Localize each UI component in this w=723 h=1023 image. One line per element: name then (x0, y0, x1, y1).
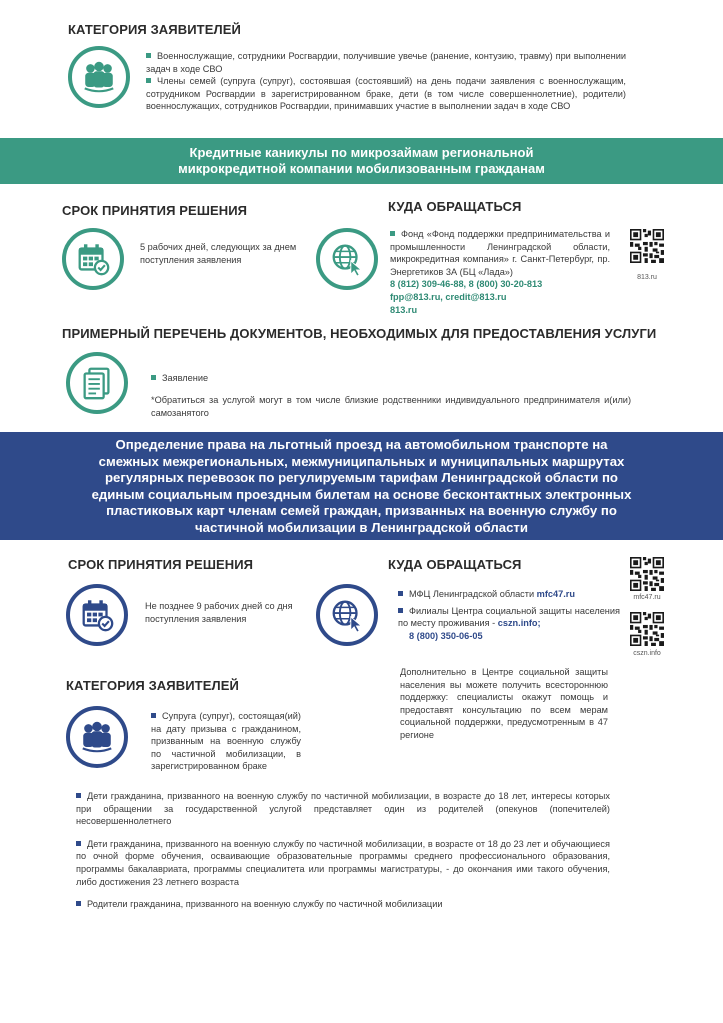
contact-block-2 (398, 588, 620, 642)
qr-cszn[interactable] (630, 612, 664, 651)
contact-title-2: КУДА ОБРАЩАТЬСЯ (388, 557, 522, 572)
category-item-1: Военнослужащие, сотрудники Росгвардии, получившие увечье (ранение, контузию, травму) при выполнении задач в ходе СВО (146, 51, 626, 74)
fund-address: Фонд «Фонд поддержки предпринимательства и промышленности Ленинградской области, микрокредитная компания» г. Санкт-Петербург, пр. Энергетиков 3А (БЦ «Лада») (390, 229, 610, 277)
banner1-line1: Кредитные каникулы по микрозаймам региональной (189, 145, 534, 160)
qr-code-icon (630, 557, 664, 591)
deadline-circle-1 (62, 228, 124, 290)
banner2-line: Определение права на льготный проезд на автомобильном транспорте на (115, 437, 608, 452)
banner2-line: смежных межрегиональных, межмуниципальных и муниципальных маршрутах (98, 453, 625, 469)
contact-block-1 (390, 228, 610, 316)
branch-phone[interactable]: 8 (800) 350-06-05 (409, 630, 483, 641)
people-icon (78, 718, 116, 756)
credit-holidays-banner (0, 138, 723, 184)
docs-title: ПРИМЕРНЫЙ ПЕРЕЧЕНЬ ДОКУМЕНТОВ, НЕОБХОДИМЫХ ДЛЯ ПРЕДОСТАВЛЕНИЯ УСЛУГИ (62, 326, 657, 341)
doc-item: Заявление (151, 372, 208, 385)
branch-text: Филиалы Центра социальной защиты населения по месту проживания - (398, 605, 620, 629)
category-title-1: КАТЕГОРИЯ ЗАЯВИТЕЛЕЙ (68, 22, 241, 37)
banner2-line: пластиковых карт членам семей граждан, призванных на военную службу по (106, 503, 617, 519)
calendar-icon (74, 240, 112, 278)
deadline-title-1: СРОК ПРИНЯТИЯ РЕШЕНИЯ (62, 203, 248, 218)
people-icon (80, 58, 118, 96)
qr-code-icon (630, 229, 664, 263)
children-list (76, 790, 610, 911)
list-item: Дети гражданина, призванного на военную службу по частичной мобилизации, в возрасте от 18 до 23 лет и обучающиеся по очной форме обучения, осваивающие образовательные программы среднего профессионального образования, программы бакалавриата, программы специалитета или программы магистратуры, - до окончания ими такого обучения, либо достижения 23 летнего возраста (76, 838, 610, 887)
fund-emails[interactable]: fpp@813.ru, credit@813.ru (390, 291, 507, 302)
transport-banner (0, 432, 723, 540)
deadline-circle-2 (66, 584, 128, 646)
banner2-line: единым социальным проездным билетам на основе бесконтактных электронных (91, 486, 632, 502)
deadline-title-2: СРОК ПРИНЯТИЯ РЕШЕНИЯ (68, 557, 254, 572)
applicants-circle (68, 46, 130, 108)
contact-circle-2 (316, 584, 378, 646)
mfc-line (398, 588, 620, 601)
fund-site[interactable]: 813.ru (390, 304, 418, 315)
spouse-text: Супруга (супруг), состоящая(ий) на дату призыва с гражданином, призванным на военную службу по частичной мобилизации, в зарегистрированном браке (151, 711, 301, 772)
category-item-spouse (151, 710, 301, 773)
deadline-text-1: 5 рабочих дней, следующих за днем поступления заявления (140, 242, 297, 265)
branch-line (398, 605, 620, 630)
qr-813[interactable] (630, 229, 664, 268)
banner2-line: частичной мобилизации в Ленинградской области (195, 519, 528, 535)
list-item: Дети гражданина, призванного на военную службу по частичной мобилизации, в возрасте до 18 лет, интересы которых при обращении за государственной услугой представляет один из родителей (опекунов (попечителей) несовершеннолетнего (76, 791, 610, 827)
category-list-1 (146, 50, 626, 113)
banner2-line: регулярных перевозок по регулируемым тарифам Ленинградской области по (104, 470, 618, 486)
qr-cszn-label: cszn.info (633, 650, 661, 657)
fund-phones[interactable]: 8 (812) 309-46-88, 8 (800) 30-20-813 (390, 279, 543, 290)
banner1-line2: микрокредитной компании мобилизованным гражданам (178, 161, 545, 176)
deadline-text-2: Не позднее 9 рабочих дней со дня поступления заявления (145, 601, 293, 624)
qr-mfc[interactable] (630, 557, 664, 596)
globe-cursor-icon (328, 596, 366, 634)
documents-icon (78, 364, 116, 402)
globe-cursor-icon (328, 240, 366, 278)
mfc-site[interactable]: mfc47.ru (536, 589, 575, 599)
mfc-text: МФЦ Ленинградской области (409, 589, 537, 599)
contact-circle-1 (316, 228, 378, 290)
list-item: Родители гражданина, призванного на военную службу по частичной мобилизации (76, 898, 610, 911)
category-item-2: Члены семей (супруга (супруг), состоявшая (состоявший) на день подачи заявления с военнослужащим, сотрудником Росгвардии в зарегистрированном браке, дети (в том числе совершеннолетние), родители) военнослужащих, сотрудников Росгвардии, принимавших участие в выполнении задач в ходе СВО (146, 76, 626, 112)
doc-note: *Обратиться за услугой могут в том числе близкие родственники индивидуального предпринимателя и(или) самозанятого (151, 395, 631, 418)
qr-mfc-label: mfc47.ru (633, 594, 661, 601)
branch-site[interactable]: cszn.info; (497, 618, 541, 629)
extra-support-text: Дополнительно в Центре социальной защиты населения вы можете получить всестороннюю поддержку: специалисты окажут помощь и предоставят консультацию по всем мерам социальной поддержки, предусмотренным в 47 регионе (400, 667, 608, 740)
qr-code-icon (630, 612, 664, 646)
category-title-2: КАТЕГОРИЯ ЗАЯВИТЕЛЕЙ (66, 678, 239, 693)
contact-title-1: КУДА ОБРАЩАТЬСЯ (388, 199, 522, 214)
applicants-circle-2 (66, 706, 128, 768)
docs-circle (66, 352, 128, 414)
qr-813-label: 813.ru (637, 274, 657, 281)
calendar-icon (78, 596, 116, 634)
